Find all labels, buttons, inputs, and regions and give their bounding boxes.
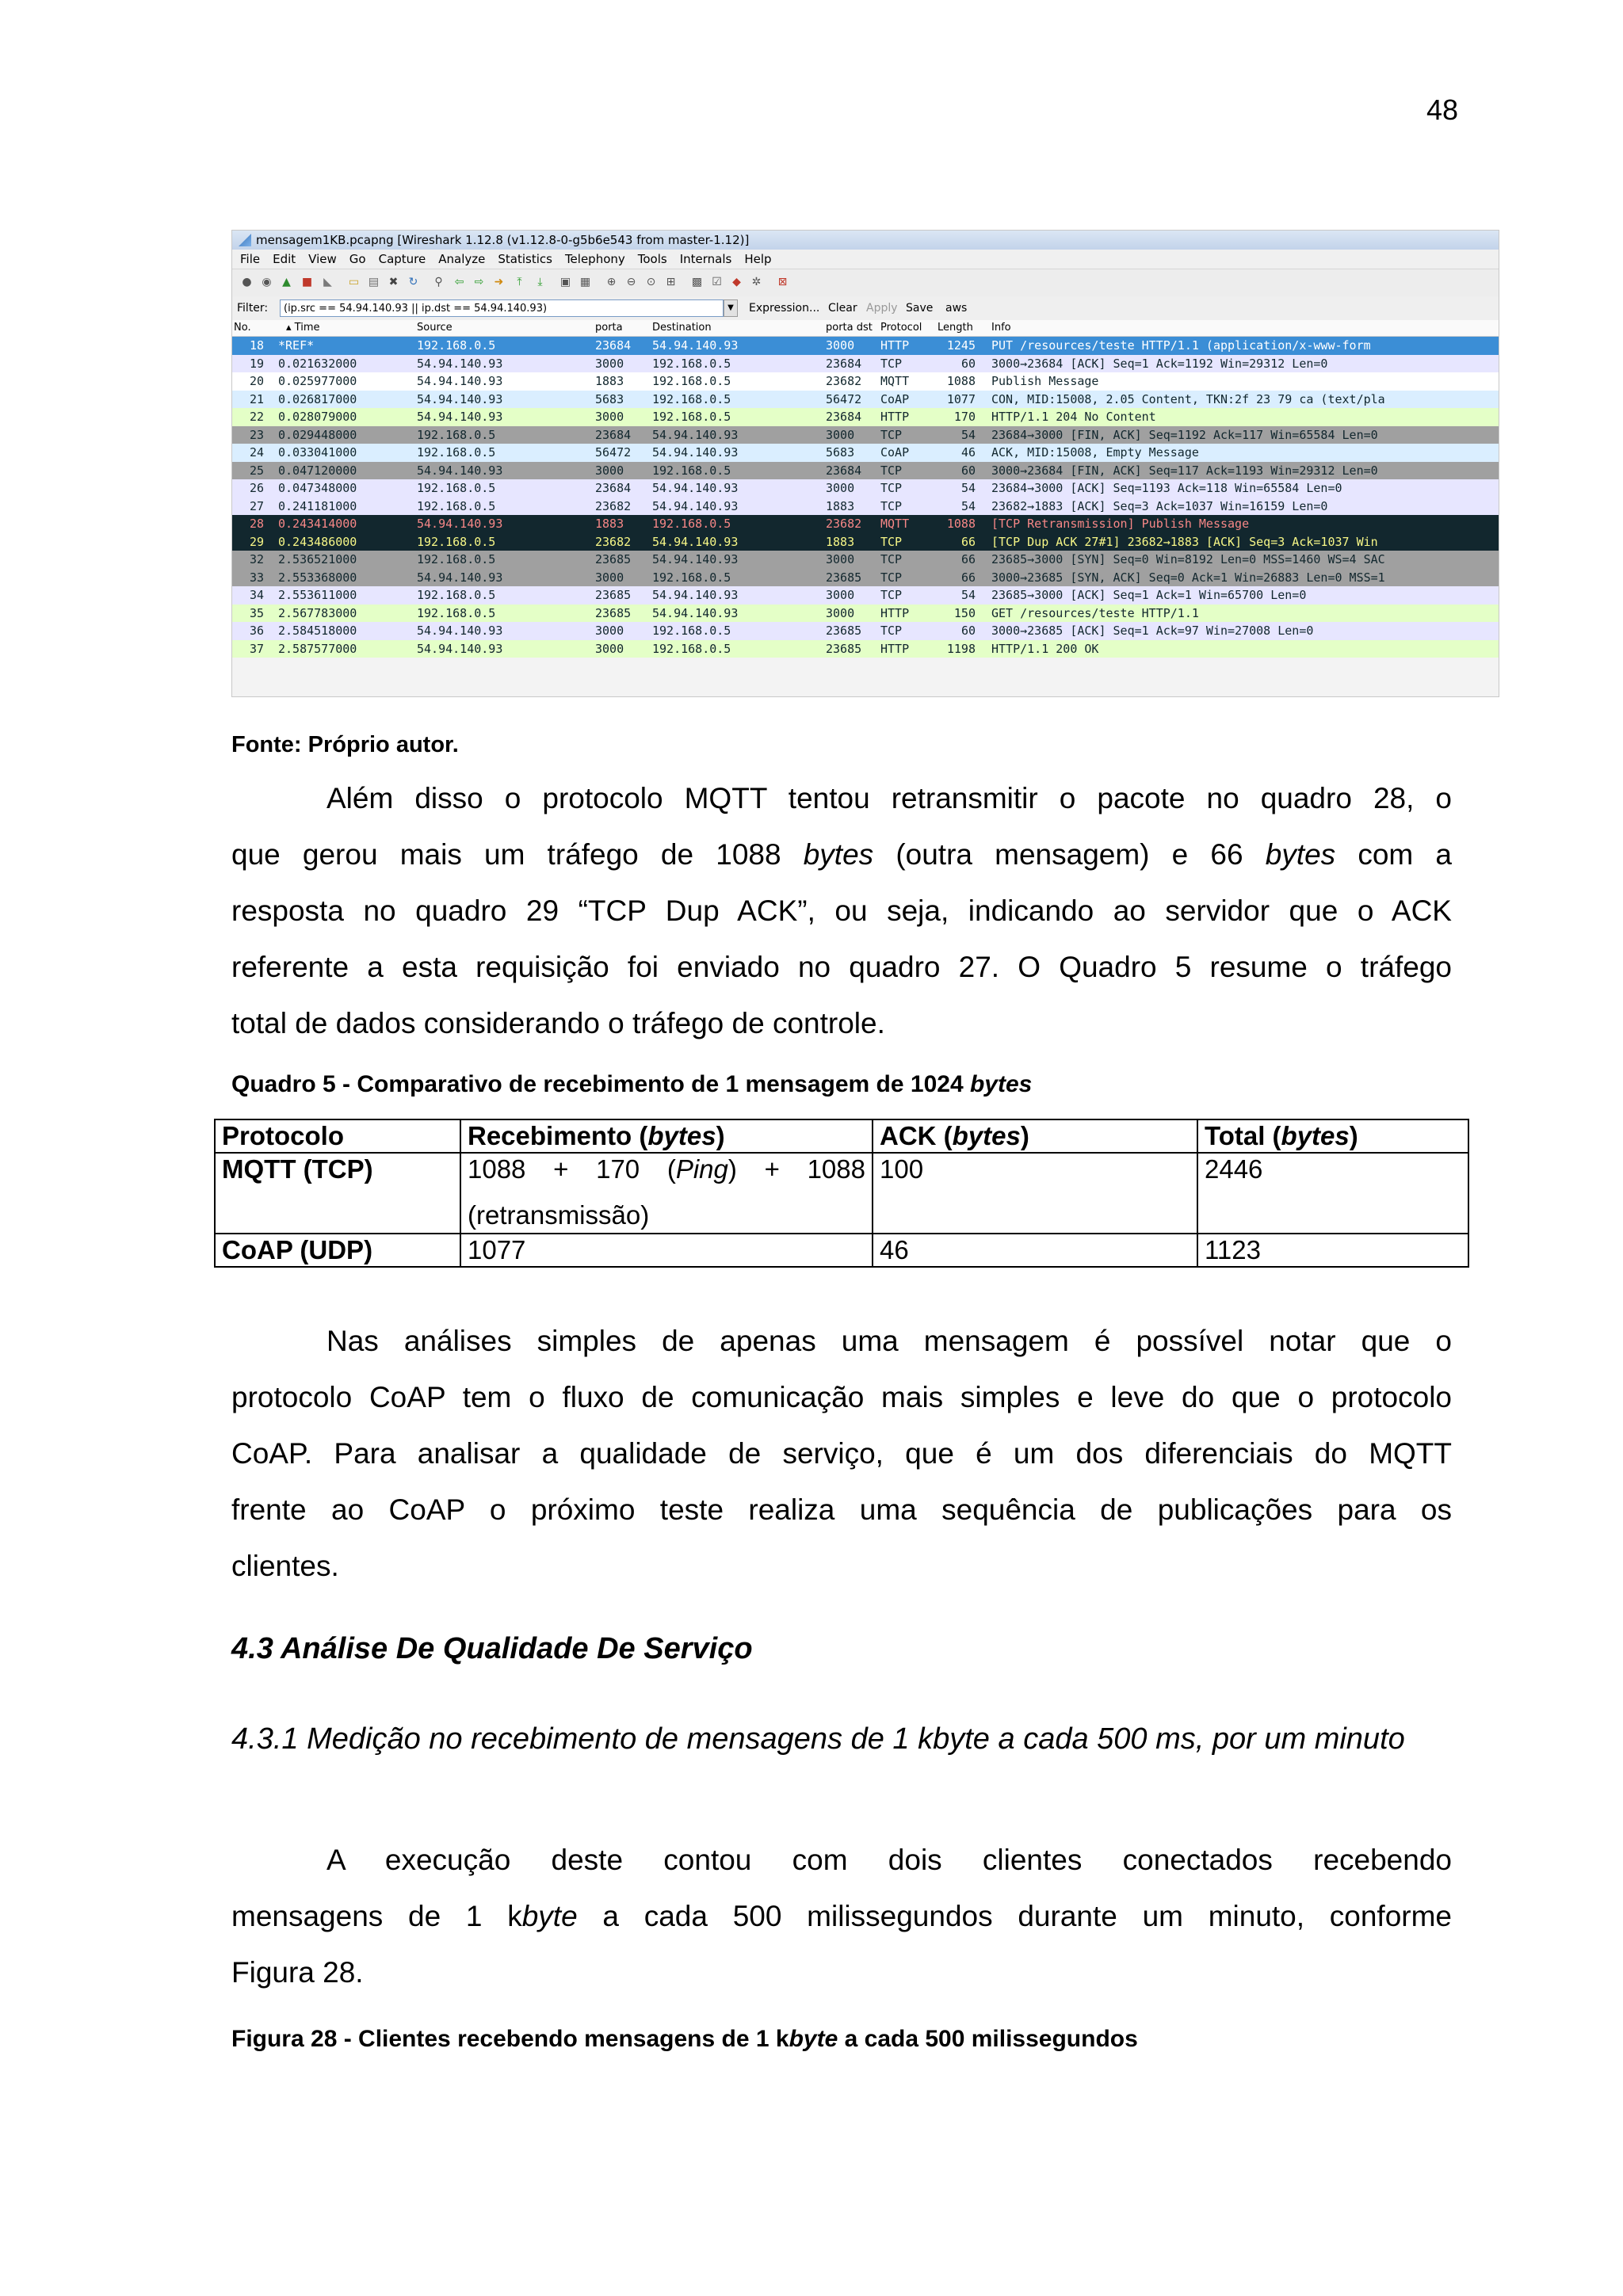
packet-src: 54.94.140.93 — [417, 374, 503, 388]
packet-len: 170 — [953, 410, 976, 424]
packet-dst: 192.168.0.5 — [652, 641, 731, 656]
packet-dport: 23685 — [826, 624, 862, 638]
packet-proto: HTTP — [880, 338, 910, 353]
packet-dst: 192.168.0.5 — [652, 410, 731, 424]
menu-item-go[interactable]: Go — [349, 252, 366, 266]
menu-item-telephony[interactable]: Telephony — [564, 252, 625, 266]
text-line: A execução deste contou com dois clientes conectados recebendo — [327, 1844, 1452, 1876]
packet-src: 192.168.0.5 — [417, 427, 496, 442]
packet-proto: TCP — [880, 624, 903, 638]
packet-no: 34 — [249, 588, 264, 602]
packet-sport: 23684 — [595, 427, 632, 442]
text-line: que gerou mais um tráfego de 1088 bytes (outra mensagem) e 66 bytes com a — [231, 838, 1453, 871]
packet-dst: 54.94.140.93 — [652, 534, 739, 549]
packet-len: 54 — [960, 427, 976, 442]
zoom-in-icon[interactable]: ⊕ — [606, 276, 617, 288]
packet-sport: 23682 — [595, 534, 632, 549]
packet-len: 1245 — [946, 338, 976, 353]
packet-info: 23684→3000 [FIN, ACK] Seq=1192 Ack=117 Win=65584 Len=0 — [991, 427, 1378, 442]
source-caption: Fonte: Próprio autor. — [231, 732, 459, 757]
reload-icon[interactable]: ↻ — [408, 276, 418, 288]
menu-item-help[interactable]: Help — [744, 252, 772, 266]
resize-columns-icon[interactable]: ⊞ — [666, 276, 676, 288]
packet-info: CON, MID:15008, 2.05 Content, TKN:2f 23 79 ca (text/pla — [991, 391, 1385, 406]
col-source[interactable]: Source — [417, 322, 453, 334]
col-sport[interactable]: porta — [595, 322, 623, 334]
packet-time: 0.029448000 — [278, 427, 357, 442]
display-filters-icon[interactable]: ☑ — [712, 276, 722, 288]
table-cell — [460, 1153, 873, 1234]
table-caption: Quadro 5 - Comparativo de recebimento de 1 mensagem de 1024 bytes — [231, 1071, 1033, 1097]
packet-row[interactable] — [232, 515, 1499, 533]
packet-dst: 54.94.140.93 — [652, 427, 739, 442]
col-destination[interactable]: Destination — [652, 322, 712, 334]
packet-row[interactable] — [232, 372, 1499, 391]
wireshark-filter-bar — [232, 296, 1499, 320]
packet-dst: 192.168.0.5 — [652, 391, 731, 406]
packet-time: 2.584518000 — [278, 624, 357, 638]
menu-item-tools[interactable]: Tools — [637, 252, 667, 266]
zoom-out-icon[interactable]: ⊖ — [626, 276, 636, 288]
packet-len: 1088 — [946, 517, 976, 531]
packet-no: 32 — [249, 552, 264, 566]
packet-info: 3000→23684 [ACK] Seq=1 Ack=1192 Win=29312 Len=0 — [991, 356, 1328, 371]
packet-info: HTTP/1.1 200 OK — [991, 641, 1099, 656]
packet-row[interactable] — [232, 640, 1499, 658]
table-header-cell: Protocolo — [215, 1119, 460, 1153]
packet-proto: TCP — [880, 534, 903, 549]
wireshark-toolbar — [232, 269, 1499, 297]
open-file-icon[interactable]: ▭ — [348, 276, 360, 288]
go-to-packet-icon[interactable]: ➜ — [494, 276, 504, 288]
text-line: protocolo CoAP tem o fluxo de comunicação mais simples e leve do que o protocolo — [231, 1381, 1452, 1413]
packet-proto: HTTP — [880, 410, 910, 424]
packet-len: 66 — [960, 570, 976, 585]
filter-label: Filter: — [237, 302, 269, 315]
packet-time: 0.021632000 — [278, 356, 357, 371]
packet-info: 3000→23684 [FIN, ACK] Seq=117 Ack=1193 Win=29312 Len=0 — [991, 463, 1378, 478]
packet-proto: TCP — [880, 552, 903, 566]
packet-len: 46 — [960, 445, 976, 460]
normal-size-icon[interactable]: ⊙ — [646, 276, 656, 288]
wireshark-title-bar — [232, 231, 1499, 250]
packet-proto: TCP — [880, 481, 903, 495]
table-row — [215, 1234, 1468, 1267]
packet-dport: 3000 — [826, 588, 855, 602]
save-file-icon[interactable]: ▤ — [368, 276, 380, 288]
page-number: 48 — [1426, 93, 1458, 126]
packet-proto: MQTT — [880, 374, 910, 388]
packet-src: 54.94.140.93 — [417, 570, 503, 585]
col-no[interactable]: No. — [234, 322, 251, 334]
packet-len: 60 — [960, 356, 976, 371]
packet-time: 0.026817000 — [278, 391, 357, 406]
col-time-label: Time — [294, 322, 320, 334]
packet-row[interactable] — [232, 551, 1499, 569]
packet-no: 26 — [249, 481, 264, 495]
packet-dport: 23682 — [826, 517, 862, 531]
preferences-icon[interactable]: ✲ — [751, 276, 762, 288]
packet-src: 192.168.0.5 — [417, 481, 496, 495]
packet-proto: TCP — [880, 427, 903, 442]
packet-src: 54.94.140.93 — [417, 410, 503, 424]
packet-info: Publish Message — [991, 374, 1099, 388]
packet-time: 0.243414000 — [278, 517, 357, 531]
packet-sport: 3000 — [595, 624, 624, 638]
packet-info: PUT /resources/teste HTTP/1.1 (application/x-www-form — [991, 338, 1371, 353]
help-icon[interactable]: ⊠ — [777, 276, 788, 288]
packet-list — [232, 337, 1499, 658]
mqtt-recebimento: 1088 + 170 (Ping) + 1088 — [468, 1154, 865, 1184]
packet-info: 3000→23685 [ACK] Seq=1 Ack=97 Win=27008 Len=0 — [991, 624, 1314, 638]
filter-apply-button[interactable]: Apply — [866, 302, 898, 315]
packet-time: 0.241181000 — [278, 498, 357, 513]
packet-no: 28 — [249, 517, 264, 531]
packet-dst: 192.168.0.5 — [652, 356, 731, 371]
filter-save-button[interactable]: Save — [906, 302, 934, 315]
packet-len: 66 — [960, 552, 976, 566]
packet-time: 0.047348000 — [278, 481, 357, 495]
packet-dport: 3000 — [826, 481, 855, 495]
packet-src: 192.168.0.5 — [417, 534, 496, 549]
stop-capture-icon[interactable]: ■ — [301, 276, 313, 288]
packet-dport: 23685 — [826, 641, 862, 656]
text-line: resposta no quadro 29 “TCP Dup ACK”, ou seja, indicando ao servidor que o ACK — [231, 894, 1452, 927]
packet-row[interactable] — [232, 355, 1499, 373]
packet-dst: 192.168.0.5 — [652, 374, 731, 388]
packet-src: 54.94.140.93 — [417, 517, 503, 531]
packet-time: 0.028079000 — [278, 410, 357, 424]
filter-aws-button[interactable]: aws — [945, 302, 968, 315]
packet-dst: 54.94.140.93 — [652, 605, 739, 620]
packet-time: 2.536521000 — [278, 552, 357, 566]
packet-sport: 23684 — [595, 481, 632, 495]
packet-no: 24 — [249, 445, 264, 460]
packet-sport: 3000 — [595, 410, 624, 424]
packet-len: 1198 — [946, 641, 976, 656]
packet-len: 54 — [960, 588, 976, 602]
close-file-icon[interactable]: ✖ — [388, 276, 399, 288]
packet-dport: 23684 — [826, 410, 862, 424]
packet-sport: 1883 — [595, 517, 624, 531]
text-line: referente a esta requisição foi enviado no quadro 27. O Quadro 5 resume o tráfego — [231, 951, 1452, 983]
packet-sport: 3000 — [595, 356, 624, 371]
packet-sport: 23682 — [595, 498, 632, 513]
find-packet-icon[interactable]: ⚲ — [434, 276, 443, 288]
packet-dst: 192.168.0.5 — [652, 463, 731, 478]
wireshark-screenshot — [231, 230, 1499, 697]
packet-src: 192.168.0.5 — [417, 338, 496, 353]
table-header-cell: Recebimento (bytes) — [460, 1119, 873, 1153]
packet-time: 2.553611000 — [278, 588, 357, 602]
packet-proto: MQTT — [880, 517, 910, 531]
packet-sport: 23685 — [595, 552, 632, 566]
packet-info: 23684→3000 [ACK] Seq=1193 Ack=118 Win=65584 Len=0 — [991, 481, 1342, 495]
packet-no: 22 — [249, 410, 264, 424]
packet-sport: 23684 — [595, 338, 632, 353]
packet-dst: 54.94.140.93 — [652, 588, 739, 602]
text-line: Figura 28. — [231, 1956, 364, 1989]
packet-len: 150 — [953, 605, 976, 620]
table-cell: CoAP (UDP) — [215, 1234, 460, 1267]
packet-no: 18 — [249, 338, 264, 353]
packet-dst: 54.94.140.93 — [652, 338, 739, 353]
packet-info: 23685→3000 [ACK] Seq=1 Ack=1 Win=65700 Len=0 — [991, 588, 1307, 602]
packet-dport: 23685 — [826, 570, 862, 585]
packet-sport: 1883 — [595, 374, 624, 388]
packet-sport: 3000 — [595, 570, 624, 585]
packet-time: 0.243486000 — [278, 534, 357, 549]
packet-src: 192.168.0.5 — [417, 445, 496, 460]
packet-row[interactable] — [232, 622, 1499, 640]
packet-list-header — [232, 320, 1499, 337]
packet-row[interactable] — [232, 444, 1499, 462]
paragraph-3 — [231, 1832, 1452, 2000]
packet-info: 23682→1883 [ACK] Seq=3 Ack=1037 Win=16159 Len=0 — [991, 498, 1328, 513]
table-row — [215, 1153, 1468, 1234]
packet-no: 29 — [249, 534, 264, 549]
text-line: Além disso o protocolo MQTT tentou retransmitir o pacote no quadro 28, o — [327, 782, 1452, 814]
section-heading-4-3: 4.3 Análise De Qualidade De Serviço — [231, 1632, 753, 1665]
packet-len: 66 — [960, 534, 976, 549]
filter-expression-button[interactable]: Expression... — [749, 302, 820, 315]
menu-item-internals[interactable]: Internals — [679, 252, 732, 266]
text-line: frente ao CoAP o próximo teste realiza uma sequência de publicações para os — [231, 1493, 1452, 1526]
packet-dst: 54.94.140.93 — [652, 552, 739, 566]
coloring-rules-icon[interactable]: ◆ — [732, 276, 741, 288]
packet-no: 33 — [249, 570, 264, 585]
packet-dport: 23682 — [826, 374, 862, 388]
packet-row[interactable] — [232, 391, 1499, 409]
packet-len: 1077 — [946, 391, 976, 406]
packet-dst: 192.168.0.5 — [652, 517, 731, 531]
subsection-heading-4-3-1: 4.3.1 Medição no recebimento de mensagens de 1 kbyte a cada 500 ms, por um minuto — [231, 1722, 1405, 1756]
packet-time: 2.587577000 — [278, 641, 357, 656]
packet-src: 192.168.0.5 — [417, 552, 496, 566]
packet-no: 36 — [249, 624, 264, 638]
packet-dport: 56472 — [826, 391, 862, 406]
packet-time: *REF* — [278, 338, 315, 353]
wireshark-fin-icon — [239, 234, 251, 246]
restart-capture-icon[interactable]: ◣ — [323, 276, 332, 288]
mqtt-retransmission-note: (retransmissão) — [468, 1200, 650, 1230]
packet-row[interactable] — [232, 479, 1499, 498]
start-capture-icon[interactable]: ▲ — [282, 276, 291, 288]
paragraph-1 — [231, 770, 1452, 1051]
packet-row[interactable] — [232, 408, 1499, 426]
interface-list-icon[interactable]: ● — [242, 276, 252, 288]
packet-info: [TCP Retransmission] Publish Message — [991, 517, 1250, 531]
packet-dport: 5683 — [826, 445, 855, 460]
packet-no: 25 — [249, 463, 264, 478]
last-packet-icon[interactable]: ⤓ — [537, 276, 543, 288]
packet-sport: 3000 — [595, 463, 624, 478]
col-info[interactable]: Info — [991, 322, 1011, 334]
packet-no: 19 — [249, 356, 264, 371]
packet-dport: 3000 — [826, 552, 855, 566]
packet-proto: TCP — [880, 463, 903, 478]
packet-row[interactable] — [232, 586, 1499, 605]
figure-caption: Figura 28 - Clientes recebendo mensagens de 1 kbyte a cada 500 milissegundos — [231, 2026, 1138, 2052]
capture-options-icon[interactable]: ◉ — [262, 276, 272, 288]
packet-dport: 3000 — [826, 427, 855, 442]
packet-dport: 1883 — [826, 534, 855, 549]
packet-dport: 23684 — [826, 356, 862, 371]
packet-sport: 23685 — [595, 605, 632, 620]
wireshark-menu-bar — [232, 250, 1499, 269]
text-line: Nas análises simples de apenas uma mensagem é possível notar que o — [327, 1325, 1452, 1357]
packet-dport: 3000 — [826, 605, 855, 620]
col-protocol[interactable]: Protocol — [880, 322, 922, 334]
packet-sport: 5683 — [595, 391, 624, 406]
packet-time: 0.047120000 — [278, 463, 357, 478]
packet-proto: TCP — [880, 570, 903, 585]
col-length[interactable]: Length — [938, 322, 973, 334]
packet-row[interactable] — [232, 569, 1499, 587]
packet-sport: 3000 — [595, 641, 624, 656]
packet-time: 0.025977000 — [278, 374, 357, 388]
packet-len: 1088 — [946, 374, 976, 388]
packet-no: 27 — [249, 498, 264, 513]
packet-info: 23685→3000 [SYN] Seq=0 Win=8192 Len=0 MSS=1460 WS=4 SAC — [991, 552, 1385, 566]
table-header-row — [215, 1119, 1468, 1153]
packet-dport: 3000 — [826, 338, 855, 353]
packet-proto: TCP — [880, 498, 903, 513]
packet-dst: 192.168.0.5 — [652, 570, 731, 585]
packet-time: 0.033041000 — [278, 445, 357, 460]
packet-sport: 23685 — [595, 588, 632, 602]
go-forward-icon[interactable]: ⇨ — [474, 276, 484, 288]
quadro-5-table — [214, 1119, 1469, 1268]
packet-len: 54 — [960, 498, 976, 513]
menu-item-file[interactable]: File — [240, 252, 261, 266]
first-packet-icon[interactable]: ⤒ — [517, 276, 522, 288]
capture-filters-icon[interactable]: ▩ — [691, 276, 703, 288]
menu-item-capture[interactable]: Capture — [378, 252, 426, 266]
table-header-cell: Total (bytes) — [1197, 1119, 1468, 1153]
packet-dst: 54.94.140.93 — [652, 481, 739, 495]
packet-no: 23 — [249, 427, 264, 442]
table-cell: 1123 — [1197, 1234, 1468, 1267]
packet-info: GET /resources/teste HTTP/1.1 — [991, 605, 1199, 620]
text-line: total de dados considerando o tráfego de controle. — [231, 1007, 885, 1039]
packet-src: 192.168.0.5 — [417, 605, 496, 620]
packet-proto: TCP — [880, 588, 903, 602]
packet-src: 54.94.140.93 — [417, 641, 503, 656]
packet-no: 37 — [249, 641, 264, 656]
packet-dport: 23684 — [826, 463, 862, 478]
packet-row[interactable] — [232, 462, 1499, 480]
packet-src: 192.168.0.5 — [417, 498, 496, 513]
packet-len: 60 — [960, 463, 976, 478]
packet-no: 21 — [249, 391, 264, 406]
text-line: clientes. — [231, 1550, 339, 1582]
packet-info: 3000→23685 [SYN, ACK] Seq=0 Ack=1 Win=26883 Len=0 MSS=1 — [991, 570, 1385, 585]
filter-clear-button[interactable]: Clear — [828, 302, 857, 315]
packet-proto: TCP — [880, 356, 903, 371]
packet-sport: 56472 — [595, 445, 632, 460]
packet-info: ACK, MID:15008, Empty Message — [991, 445, 1199, 460]
menu-item-analyze[interactable]: Analyze — [438, 252, 486, 266]
packet-row[interactable] — [232, 533, 1499, 551]
table-cell: 1077 — [460, 1234, 873, 1267]
packet-info: HTTP/1.1 204 No Content — [991, 410, 1156, 424]
packet-dport: 1883 — [826, 498, 855, 513]
table-header-cell: ACK (bytes) — [873, 1119, 1197, 1153]
packet-no: 35 — [249, 605, 264, 620]
table-cell: 46 — [873, 1234, 1197, 1267]
packet-proto: HTTP — [880, 605, 910, 620]
packet-time: 2.553368000 — [278, 570, 357, 585]
packet-proto: CoAP — [880, 391, 910, 406]
table-cell: 100 — [873, 1153, 1197, 1234]
text-line: CoAP. Para analisar a qualidade de serviço, que é um dos diferenciais do MQTT — [231, 1437, 1452, 1470]
packet-proto: CoAP — [880, 445, 910, 460]
wireshark-title: mensagem1KB.pcapng [Wireshark 1.12.8 (v1.12.8-0-g5b6e543 from master-1.12)] — [256, 233, 750, 247]
packet-src: 192.168.0.5 — [417, 588, 496, 602]
table-cell: MQTT (TCP) — [215, 1153, 460, 1234]
filter-dropdown-icon[interactable]: ▼ — [724, 299, 738, 317]
menu-item-edit[interactable]: Edit — [273, 252, 296, 266]
packet-row[interactable] — [232, 426, 1499, 444]
go-back-icon[interactable]: ⇦ — [454, 276, 464, 288]
col-time[interactable]: ▴ Time — [286, 322, 320, 334]
packet-src: 54.94.140.93 — [417, 391, 503, 406]
packet-dst: 192.168.0.5 — [652, 624, 731, 638]
table-cell: 2446 — [1197, 1153, 1468, 1234]
packet-len: 60 — [960, 624, 976, 638]
packet-proto: HTTP — [880, 641, 910, 656]
filter-input[interactable]: (ip.src == 54.94.140.93 || ip.dst == 54.94.140.93) — [280, 299, 724, 317]
packet-no: 20 — [249, 374, 264, 388]
packet-time: 2.567783000 — [278, 605, 357, 620]
colorize-icon[interactable]: ▣ — [559, 276, 571, 288]
packet-src: 54.94.140.93 — [417, 463, 503, 478]
paragraph-2 — [231, 1313, 1452, 1594]
packet-src: 54.94.140.93 — [417, 624, 503, 638]
packet-row[interactable] — [232, 605, 1499, 623]
menu-item-statistics[interactable]: Statistics — [498, 252, 552, 266]
auto-scroll-icon[interactable]: ▦ — [579, 276, 591, 288]
packet-info: [TCP Dup ACK 27#1] 23682→1883 [ACK] Seq=3 Ack=1037 Win — [991, 534, 1378, 549]
text-line: mensagens de 1 kbyte a cada 500 milissegundos durante um minuto, conforme — [231, 1900, 1453, 1932]
packet-dst: 54.94.140.93 — [652, 445, 739, 460]
menu-item-view[interactable]: View — [308, 252, 337, 266]
packet-src: 54.94.140.93 — [417, 356, 503, 371]
packet-row[interactable] — [232, 498, 1499, 516]
packet-dst: 54.94.140.93 — [652, 498, 739, 513]
col-dport[interactable]: porta dst — [826, 322, 873, 334]
packet-row[interactable] — [232, 337, 1499, 355]
packet-len: 54 — [960, 481, 976, 495]
